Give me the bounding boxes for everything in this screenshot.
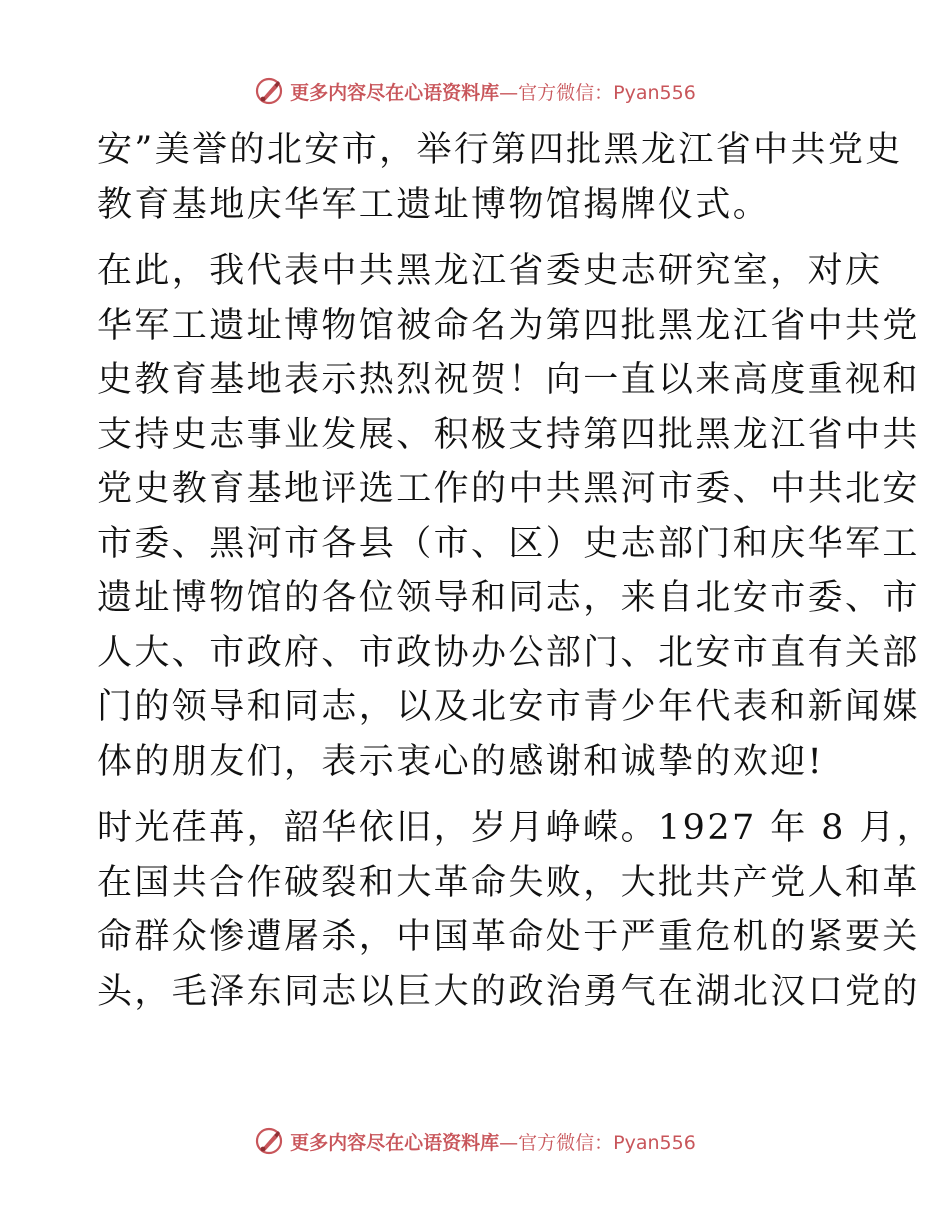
text-line: 时光荏苒，韶华依旧，岁月峥嵘。1927 年 8 月， <box>97 808 935 848</box>
brush-pen-logo-icon <box>254 1126 284 1156</box>
text-line: 遗址博物馆的各位领导和同志，来自北安市委、市 <box>97 578 920 618</box>
text-line: 体的朋友们，表示衷心的感谢和诚挚的欢迎! <box>97 741 825 782</box>
document-body <box>97 123 935 1031</box>
watermark-main-text: 更多内容尽在心语资料库 <box>290 1131 500 1154</box>
text-line: 人大、市政府、市政协办公部门、北安市直有关部 <box>97 632 920 673</box>
text-line: 头，毛泽东同志以巨大的政治勇气在湖北汉口党的 <box>97 971 920 1012</box>
text-line: 在国共合作破裂和大革命失败，大批共产党人和革 <box>97 862 920 903</box>
text-line: 支持史志事业发展、积极支持第四批黑龙江省中共 <box>97 414 920 455</box>
watermark-main-text: 更多内容尽在心语资料库 <box>290 81 500 104</box>
watermark-wechat-text: —官方微信：Pyan556 <box>499 1131 696 1154</box>
watermark-wechat-text: —官方微信：Pyan556 <box>499 81 696 104</box>
text-line: 市委、黑河市各县（市、区）史志部门和庆华军工 <box>97 523 920 564</box>
paragraph <box>97 801 935 1019</box>
text-line: 史教育基地表示热烈祝贺！向一直以来高度重视和 <box>97 360 920 400</box>
text-line: 命群众惨遭屠杀，中国革命处于严重危机的紧要关 <box>97 917 920 957</box>
paragraph <box>97 244 920 789</box>
text-line: 教育基地庆华军工遗址博物馆揭牌仪式。 <box>97 184 771 225</box>
text-line: 安”美誉的北安市，举行第四批黑龙江省中共党史 <box>97 130 903 170</box>
brush-pen-logo-icon <box>254 76 284 106</box>
watermark-footer <box>0 1121 950 1161</box>
text-line: 在此，我代表中共黑龙江省委史志研究室，对庆 <box>97 251 883 291</box>
text-line: 门的领导和同志，以及北安市青少年代表和新闻媒 <box>97 687 920 727</box>
text-line: 华军工遗址博物馆被命名为第四批黑龙江省中共党 <box>97 305 920 346</box>
paragraph <box>97 123 903 232</box>
text-line: 党史教育基地评选工作的中共黑河市委、中共北安 <box>97 469 920 509</box>
watermark-header <box>0 71 950 111</box>
